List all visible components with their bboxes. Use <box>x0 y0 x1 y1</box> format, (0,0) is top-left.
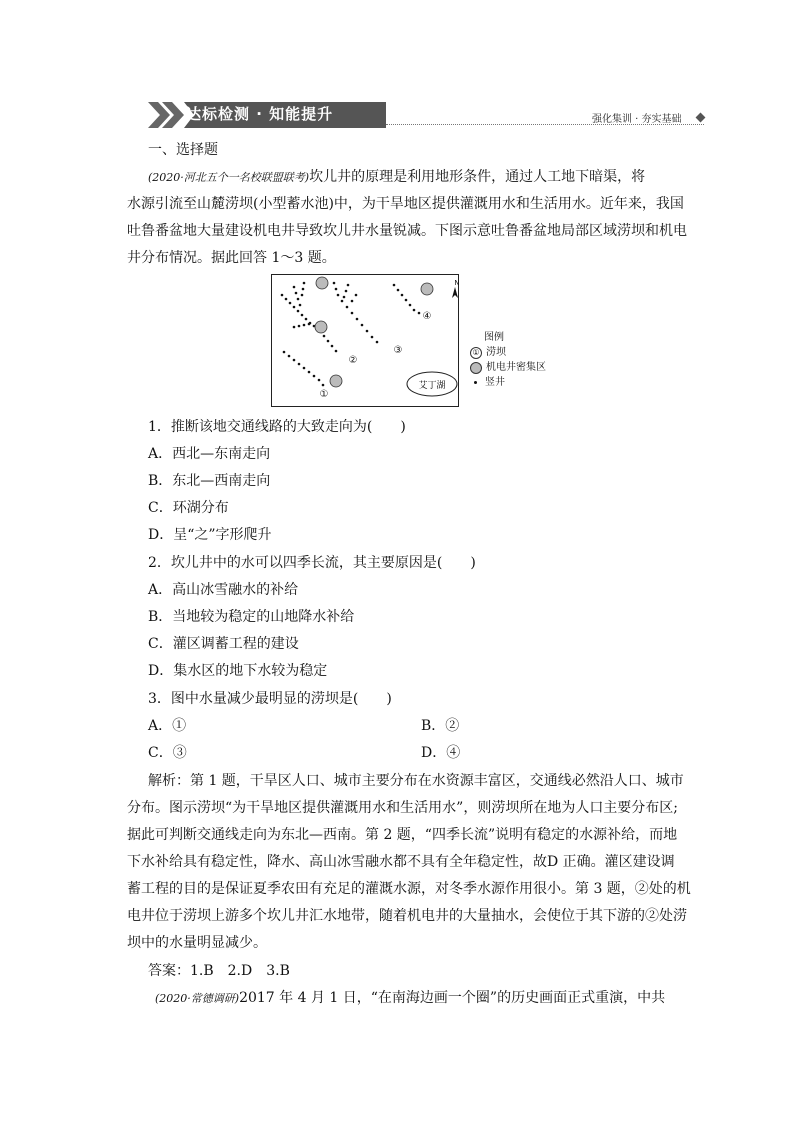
intro-source: (2020·河北五个一名校联盟联考) <box>148 171 310 184</box>
diamond-icon <box>696 113 706 123</box>
legend-item-shaft <box>470 375 546 390</box>
header-right-text: 强化集训 · 夯实基础 <box>592 114 682 125</box>
analysis-line-1: 解析：第 1 题，干旱区人口、城市主要分布在水资源丰富区，交通线必然沿人口、城市 <box>148 773 684 789</box>
intro-line-3: 吐鲁番盆地大量建设机电井导致坎儿井水量锐减。下图示意吐鲁番盆地局部区域涝坝和机电 <box>127 223 687 239</box>
north-arrow-icon <box>452 287 458 298</box>
map-svg <box>272 275 460 405</box>
q3-option-d[interactable]: D．④ <box>421 745 461 761</box>
marker-3: ③ <box>393 345 403 356</box>
well-dots <box>281 282 421 387</box>
analysis-line-5: 蓄工程的目的是保证夏季农田有充足的灌溉水源，对冬季水源作用很小。第 3 题，②处的机 <box>127 881 691 897</box>
q2-option-c[interactable]: C．灌区调蓄工程的建设 <box>148 636 299 652</box>
legend-item-dam <box>470 345 546 360</box>
next-text: 2017 年 4 月 1 日，“在南海边画一个圈”的历史画面正式重演，中共 <box>239 990 666 1006</box>
q1-option-b[interactable]: B．东北—西南走向 <box>148 473 271 489</box>
answer-line: 答案：1.B 2.D 3.B <box>148 963 290 979</box>
pump-well-areas <box>315 277 433 387</box>
q3-option-a[interactable]: A．① <box>148 718 187 734</box>
next-source: (2020·常德调研) <box>155 992 240 1005</box>
shaft-icon <box>474 381 477 384</box>
analysis-line-2: 分布。图示涝坝“为干旱地区提供灌溉用水和生活用水”，则涝坝所在地为人口主要分布区; <box>127 800 679 816</box>
intro-line-2: 水源引流至山麓涝坝(小型蓄水池)中，为干旱地区提供灌溉用水和生活用水。近年来，我国 <box>127 196 684 212</box>
dam-icon: ① <box>470 347 482 359</box>
question-2: 2．坎儿井中的水可以四季长流，其主要原因是( ) <box>148 555 476 571</box>
intro-text-1: 坎儿井的原理是利用地形条件，通过人工地下暗渠，将 <box>309 169 646 185</box>
q1-option-c[interactable]: C．环湖分布 <box>148 500 229 516</box>
question-1: 1．推断该地交通线路的大致走向为( ) <box>148 419 406 435</box>
q1-option-d[interactable]: D．呈“之”字形爬升 <box>148 527 272 543</box>
analysis-line-7: 坝中的水量明显减少。 <box>127 935 267 951</box>
legend-title: 图例 <box>484 332 504 343</box>
lake-label: 艾丁湖 <box>418 381 446 391</box>
marker-1: ① <box>319 389 329 400</box>
legend-label-shaft: 竖井 <box>485 377 505 388</box>
marker-2: ② <box>348 355 358 366</box>
analysis-line-3: 据此可判断交通线走向为东北—西南。第 2 题，“四季长流”说明有稳定的水源补给，而地 <box>127 827 678 843</box>
header-title: 达标检测 · 知能提升 <box>186 105 334 123</box>
intro-line-4: 井分布情况。据此回答 1～3 题。 <box>127 250 336 266</box>
q2-option-a[interactable]: A．高山冰雪融水的补给 <box>148 582 299 598</box>
question-3: 3．图中水量减少最明显的涝坝是( ) <box>148 691 392 707</box>
section-title: 一、选择题 <box>148 142 218 158</box>
marker-4: ④ <box>422 311 432 322</box>
q2-option-b[interactable]: B．当地较为稳定的山地降水补给 <box>148 609 355 625</box>
map-figure <box>271 274 459 407</box>
well-area-icon <box>470 362 482 374</box>
q3-option-b[interactable]: B．② <box>421 718 460 734</box>
analysis-line-6: 电井位于涝坝上游多个坎儿井汇水地带，随着机电井的大量抽水，会使位于其下游的②处涝 <box>127 908 687 924</box>
q3-option-c[interactable]: C．③ <box>148 745 187 761</box>
q2-option-d[interactable]: D．集水区的地下水较为稳定 <box>148 663 328 679</box>
north-label: N <box>454 279 460 287</box>
legend-label-dam: 涝坝 <box>486 347 506 358</box>
analysis-line-4: 下水补给具有稳定性，降水、高山冰雪融水都不具有全年稳定性，故D 正确。灌区建设调 <box>127 854 675 870</box>
legend-label-well-area: 机电井密集区 <box>486 362 546 373</box>
legend-item-well-area <box>470 360 546 375</box>
map-legend <box>470 330 546 390</box>
q1-option-a[interactable]: A．西北—东南走向 <box>148 446 271 462</box>
next-question-line <box>155 989 665 1008</box>
intro-line-1 <box>148 168 645 187</box>
